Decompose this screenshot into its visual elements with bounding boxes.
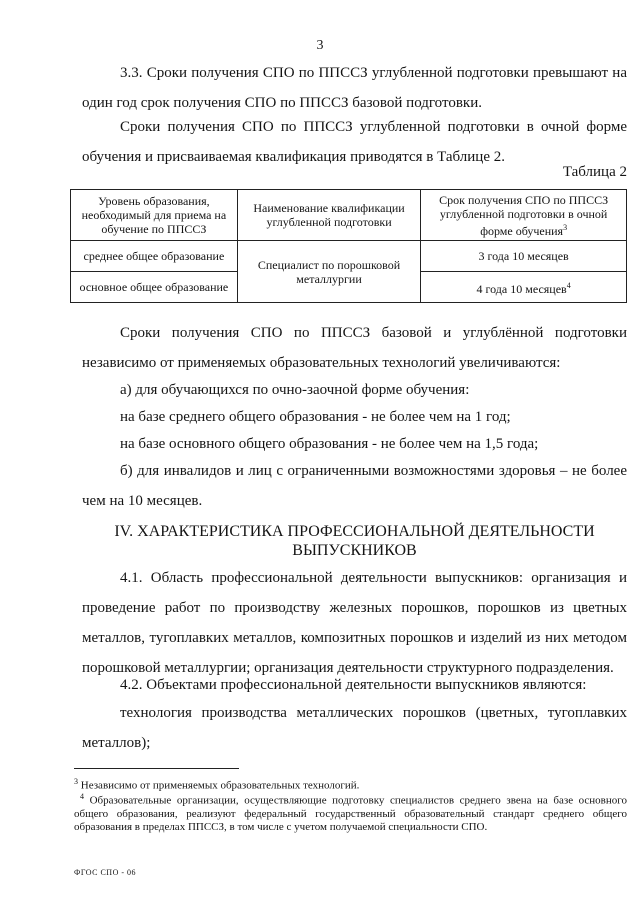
table-caption: Таблица 2 [562,164,627,180]
footnote-4-text: Образовательные организации, осуществляющие подготовку специалистов среднего звена на базе основного общего образования, реализуют федеральный государственный образовательный стандарт среднего общего образования в пределах ППССЗ, в том числе с учетом получаемой специальности СПО. [74,794,627,833]
header-cell-qualification [237,190,420,241]
qualification-table [70,189,627,303]
paragraph-4-1: 4.1. Область профессиональной деятельности выпускников: организация и проведение работ по производству железных порошков, порошков из цветных металлов, тугоплавких металлов, композитных порошков и изделий из них методом порошковой металлургии; организация деятельности структурного подразделения. [82,570,627,676]
item-a-secondary: на базе среднего общего образования - не более чем на 1 год; [120,409,511,425]
term-cell [421,272,627,303]
level-text: основное общее образование [79,280,229,294]
footnote-ref-3: 3 [563,222,568,232]
header-term-text: Срок получения СПО по ППССЗ углубленной подготовки в очной форме обучения [439,192,609,238]
footnote-ref-4: 4 [566,280,571,290]
item-a-basic: на базе основного общего образования - не более чем на 1,5 года; [120,436,539,452]
header-cell-level [71,190,238,241]
table-header-row [71,190,627,241]
header-level-text: Уровень образования, необходимый для приема на обучение по ППССЗ [81,194,227,236]
footnote-4 [74,790,627,834]
footnote-divider [74,768,239,769]
level-cell [71,272,238,303]
section-heading-line-2: ВЫПУСКНИКОВ [292,542,417,559]
paragraph-terms: Сроки получения СПО по ППССЗ углубленной подготовки в очной форме обучения и присваиваемая квалификация приводятся в Таблице 2. [82,119,627,165]
qualification-cell [237,241,420,303]
document-code: ФГОС СПО - 06 [74,868,137,877]
term-cell [421,241,627,272]
footnote-3-mark: 3 [74,777,78,786]
paragraph-3-3: 3.3. Сроки получения СПО по ППССЗ углубленной подготовки превышают на один год срок получения СПО по ППССЗ базовой подготовки. [82,65,627,111]
header-qualification-text: Наименование квалификации углубленной подготовки [253,201,405,229]
header-cell-term [421,190,627,241]
qualification-text: Специалист по порошковой металлургии [257,257,401,286]
item-a: а) для обучающихся по очно-заочной форме обучения: [120,382,470,398]
term-text: 3 года 10 месяцев [478,249,569,263]
page-number: 3 [316,38,324,53]
paragraph-increase: Сроки получения СПО по ППССЗ базовой и углублённой подготовки независимо от применяемых образовательных технологий увеличиваются: [82,325,627,371]
section-heading-line-1: IV. ХАРАКТЕРИСТИКА ПРОФЕССИОНАЛЬНОЙ ДЕЯТЕЛЬНОСТИ [114,523,595,540]
level-cell [71,241,238,272]
term-text: 4 года 10 месяцев [476,281,567,296]
item-b: б) для инвалидов и лиц с ограниченными возможностями здоровья – не более чем на 10 месяцев. [82,463,627,509]
table-row [71,241,627,272]
paragraph-4-2: 4.2. Объектами профессиональной деятельности выпускников являются: [120,677,587,693]
footnote-4-mark: 4 [80,792,84,801]
paragraph-technology: технология производства металлических порошков (цветных, тугоплавких металлов); [82,705,627,751]
level-text: среднее общее образование [83,249,225,263]
section-heading [82,522,627,560]
footnote-3-text: Независимо от применяемых образовательных технологий. [80,779,360,792]
